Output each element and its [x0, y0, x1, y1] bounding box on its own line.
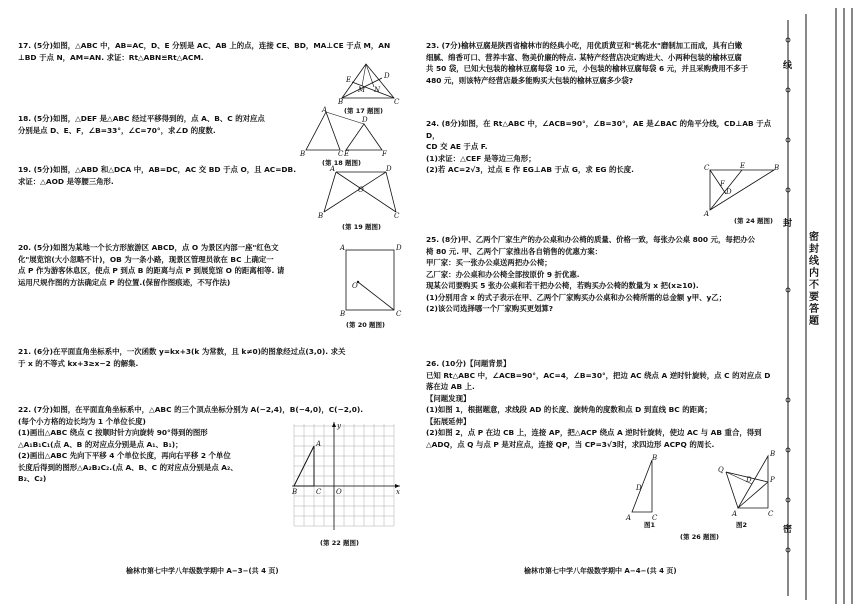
question-line: 分别是点 D、E、F，∠B=33°，∠C=70°，求∠D 的度数. — [18, 125, 216, 135]
question-line: (2)该公司选择哪一个厂家购买更划算? — [426, 304, 554, 313]
figure-26-1-label: 图1 — [644, 521, 656, 529]
svg-text:D: D — [362, 116, 368, 124]
figure-22-caption: (第 22 题图) — [320, 539, 360, 547]
figure-26-2-label: 图2 — [736, 521, 748, 529]
svg-text:D: D — [386, 165, 392, 173]
binding-lines — [782, 0, 860, 609]
question-line: 【拓展延伸】 — [426, 416, 471, 426]
question-line: 26. (10分)【问题背景】 — [426, 359, 511, 368]
svg-text:C: C — [338, 150, 344, 158]
question-line: △ADQ，点 Q 与点 P 是对应点，连接 QP，当 CP=3√3时，求四边形 ACPQ 的周长. — [426, 439, 715, 449]
question-26 — [426, 358, 776, 450]
svg-text:D: D — [746, 476, 752, 484]
svg-text:O: O — [358, 186, 364, 194]
question-line: (2)若 AC=2√3，过点 E 作 EG⊥AB 于点 G，求 EG 的长度. — [426, 165, 634, 174]
question-line: (2)如图 2，点 P 在边 CB 上，连接 AP，把△ACP 绕点 A 逆时针旋转，使边 AC 与 AB 重合，得到 — [426, 428, 762, 437]
figure-17-caption: (第 17 题图) — [344, 107, 384, 115]
svg-text:P: P — [770, 476, 775, 484]
binding-warning: 密封线内不要答题 — [809, 232, 819, 327]
question-18 — [18, 113, 298, 136]
svg-text:B: B — [340, 310, 346, 318]
question-line: 现某公司要购买 5 张办公桌和若干把办公椅，若购买办公椅的数量为 x 把(x≥10). — [426, 281, 699, 290]
svg-text:A: A — [316, 440, 322, 448]
question-line: 椅 80 元. 甲、乙两个厂家推出各自销售的优惠方案： — [426, 246, 603, 256]
svg-text:A: A — [704, 210, 710, 218]
svg-text:C: C — [394, 212, 400, 220]
figure-17 — [338, 62, 400, 104]
question-line: (1)如图 1，根据题意，求线段 AD 的长度、旋转角的度数和点 D 到直线 BC 的距离； — [426, 405, 712, 414]
svg-text:B: B — [292, 488, 298, 496]
question-line: 求证：△AOD 是等腰三角形. — [18, 176, 114, 186]
svg-text:O: O — [352, 282, 358, 290]
svg-text:B: B — [770, 450, 776, 458]
question-19 — [18, 164, 338, 187]
figure-19-caption: (第 19 题图) — [342, 223, 382, 231]
svg-text:M: M — [358, 86, 366, 94]
question-line: 19. (5分)如图，△ABD 和△DCA 中，AB=DC，AC 交 BD 于点 O，且 AC=DB. — [18, 165, 296, 174]
svg-text:A: A — [330, 165, 336, 173]
question-21 — [18, 346, 410, 369]
figure-18-caption: (第 18 题图) — [322, 159, 362, 167]
question-line: B₂、C₂) — [18, 474, 47, 483]
svg-text:B: B — [300, 150, 306, 158]
svg-text:E: E — [740, 162, 746, 170]
question-line: 24. (8分)如图，在 Rt△ABC 中，∠ACB=90°，∠B=30°，AE 是∠BAC 的角平分线，CD⊥AB 于点 D， — [426, 119, 771, 140]
svg-text:C: C — [396, 310, 402, 318]
figure-24 — [704, 164, 778, 216]
question-line: 共 50 袋，已知大包装的榆林豆腐每袋 10 元，小包装的榆林豆腐每袋 6 元，并且采购费用不多于 — [426, 64, 748, 73]
svg-text:x: x — [396, 488, 400, 496]
figure-18 — [300, 108, 400, 156]
svg-text:Q: Q — [718, 466, 724, 474]
svg-text:N: N — [374, 86, 381, 94]
binding-mark: 密 — [783, 525, 793, 535]
question-17 — [18, 40, 410, 63]
figure-20-caption: (第 20 题图) — [346, 321, 386, 329]
left-page-footer: 榆林市第七中学八年级数学期中 A−3−(共 4 页) — [126, 567, 279, 575]
question-20 — [18, 242, 338, 288]
question-line: 25. (8分)甲、乙两个厂家生产的办公桌和办公椅的质量、价格一致，每张办公桌 800 元，每把办公 — [426, 235, 755, 244]
figure-19 — [318, 165, 400, 220]
question-line: 落在边 AB 上. — [426, 382, 475, 391]
question-line: CD 交 AE 于点 F. — [426, 142, 488, 151]
svg-text:E: E — [346, 76, 352, 84]
svg-text:A: A — [732, 510, 738, 518]
question-line: 23. (7分)榆林豆腐是陕西省榆林市的经典小吃，用优质黄豆和"桃花水"磨制加工而成，具有白嫩 — [426, 41, 743, 50]
question-line: 【问题发现】 — [426, 393, 471, 403]
question-line: (1)分别用含 x 的式子表示在甲、乙两个厂家购买办公桌和办公椅所需的总金额 y甲、y乙； — [426, 292, 727, 302]
question-line: 已知 Rt△ABC 中，∠ACB=90°，AC=4，∠B=30°，把边 AC 绕点 A 逆时针旋转，点 C 的对应点 D — [426, 370, 771, 380]
svg-text:D: D — [726, 188, 732, 196]
svg-text:C: C — [394, 98, 400, 106]
figure-20 — [340, 244, 402, 316]
svg-text:O: O — [336, 488, 342, 496]
question-line: 细腻、绵香可口、营养丰富、物美价廉的特点. 某特产经营店决定购进大、小两种包装的榆林豆腐 — [426, 52, 742, 62]
svg-text:B: B — [774, 164, 780, 172]
question-line: 17. (5分)如图，△ABC 中，AB=AC，D、E 分别是 AC、AB 上的点，连接 CE、BD，MA⊥CE 于点 M，AN — [18, 41, 391, 50]
question-line: 运用尺规作图的方法确定点 P 的位置.(保留作图痕迹，不写作法) — [18, 277, 231, 287]
svg-text:B: B — [338, 98, 344, 106]
question-line: (2)画出△ABC 先向下平移 4 个单位长度，再向右平移 2 个单位 — [18, 451, 231, 460]
right-page — [418, 0, 780, 609]
question-line: (1)画出△ABC 绕点 C 按顺时针方向旋转 90°得到的图形 — [18, 428, 208, 437]
svg-text:C: C — [316, 488, 322, 496]
svg-text:E: E — [344, 150, 350, 158]
question-line: △A₁B₁C₁(点 A、B 的对应点分别是点 A₁、B₁)； — [18, 439, 183, 449]
svg-text:C: C — [704, 164, 710, 172]
svg-text:y: y — [337, 422, 341, 430]
question-line: 乙厂家：办公桌和办公椅全部按原价 9 折优惠. — [426, 269, 580, 279]
binding-mark: 封 — [783, 219, 793, 229]
question-line: 于 x 的不等式 kx+3≥x−2 的解集. — [18, 358, 139, 368]
question-line: 22. (7分)如图，在平面直角坐标系中，△ABC 的三个顶点坐标分别为 A(−2,4)，B(−4,0)，C(−2,0). — [18, 405, 364, 414]
question-23 — [426, 40, 776, 86]
question-line: 甲厂家：买一张办公桌送两把办公椅； — [426, 258, 552, 267]
figure-24-caption: (第 24 题图) — [734, 217, 774, 225]
figure-26-2 — [718, 452, 778, 520]
figure-26-1 — [624, 456, 658, 520]
question-line: 18. (5分)如图，△DEF 是△ABC 经过平移得到的，点 A、B、C 的对应点 — [18, 114, 265, 123]
svg-text:F: F — [720, 180, 725, 188]
question-line: 20. (5分)如图为某地一个长方形旅游区 ABCD，点 O 为景区内部一座"红色文 — [18, 243, 279, 252]
svg-text:A: A — [322, 106, 328, 114]
question-line: (1)求证：△CEF 是等边三角形； — [426, 153, 536, 163]
svg-text:B: B — [318, 212, 324, 220]
svg-text:D: D — [384, 72, 390, 80]
right-page-footer: 榆林市第七中学八年级数学期中 A−4−(共 4 页) — [524, 567, 677, 575]
question-line: 点 P 作为游客休息区，使点 P 到点 B 的距离与点 P 到展览馆 O 的距离相等. 请 — [18, 266, 285, 275]
figure-22-grid — [292, 422, 404, 534]
question-line: (每个小方格的边长均为 1 个单位长度) — [18, 416, 146, 426]
left-page — [0, 0, 418, 609]
svg-text:A: A — [340, 244, 346, 252]
question-line: 21. (6分)在平面直角坐标系中，一次函数 y=kx+3(k 为常数，且 k≠0)的图象经过点(3,0). 求关 — [18, 347, 346, 356]
question-line: 长度后得到的图形△A₂B₂C₂.(点 A、B、C 的对应点分别是点 A₂、 — [18, 462, 238, 472]
question-25 — [426, 234, 776, 315]
svg-text:D: D — [636, 484, 642, 492]
svg-text:C: C — [652, 514, 658, 522]
figure-26-caption: (第 26 题图) — [680, 533, 720, 541]
svg-text:A: A — [626, 514, 632, 522]
svg-text:C: C — [768, 510, 774, 518]
question-line: 480 元，则该特产经营店最多能购买大包装的榆林豆腐多少袋? — [426, 75, 634, 85]
binding-mark: 线 — [783, 61, 793, 71]
svg-text:F: F — [382, 150, 387, 158]
question-line: 化"展览馆(大小忽略不计)，OB 为一条小路，现景区管理员欲在 BC 上确定一 — [18, 254, 274, 264]
svg-text:D: D — [396, 244, 402, 252]
svg-text:B: B — [652, 454, 658, 462]
question-line: ⊥BD 于点 N，AM=AN. 求证：Rt△ABN≌Rt△ACM. — [18, 52, 204, 62]
